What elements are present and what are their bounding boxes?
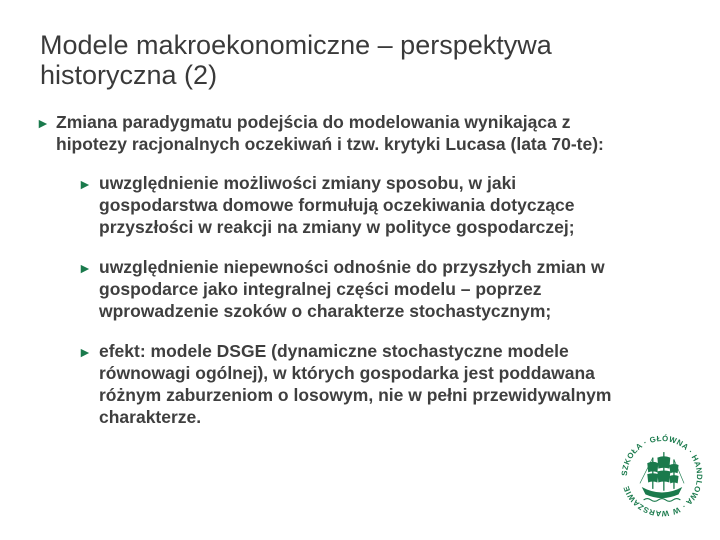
sub-bullet bbox=[78, 256, 688, 322]
slide-title-line: Modele makroekonomiczne – perspektywa bbox=[40, 30, 552, 60]
bullet-text bbox=[99, 340, 688, 428]
slide-title bbox=[40, 30, 680, 90]
right-triangle-icon: ► bbox=[78, 260, 92, 276]
bullet-line: uwzględnienie niepewności odnośnie do przyszłych zmian w bbox=[99, 257, 605, 277]
sgh-logo bbox=[616, 430, 708, 522]
sub-bullet bbox=[78, 172, 688, 238]
bullet-line: wprowadzenie szoków o charakterze stochastycznym; bbox=[99, 301, 552, 321]
bullet-line: uwzględnienie możliwości zmiany sposobu, w jaki bbox=[99, 173, 517, 193]
right-triangle-icon: ► bbox=[36, 115, 50, 131]
bullet-text bbox=[56, 111, 696, 155]
sub-bullet bbox=[78, 340, 688, 428]
sgh-ship-seal-icon bbox=[620, 434, 704, 518]
bullet-main bbox=[36, 111, 696, 155]
bullet-line: różnym zaburzeniom o losowym, nie w pełni przewidywalnym bbox=[99, 385, 612, 405]
right-triangle-icon: ► bbox=[78, 176, 92, 192]
bullet-line: hipotezy racjonalnych oczekiwań i tzw. krytyki Lucasa (lata 70-te): bbox=[56, 134, 604, 154]
bullet-line: gospodarstwa domowe formułują oczekiwania dotyczące bbox=[99, 195, 575, 215]
bullet-line: równowagi ogólnej), w których gospodarka jest poddawana bbox=[99, 363, 595, 383]
bullet-line: charakterze. bbox=[99, 407, 202, 427]
bullet-line: efekt: modele DSGE (dynamiczne stochastyczne modele bbox=[99, 341, 569, 361]
bullet-line: przyszłości w reakcji na zmiany w polityce gospodarczej; bbox=[99, 217, 575, 237]
logo-ring-text: SZKOŁA · GŁÓWNA · HANDLOWA · W WARSZAWIE bbox=[619, 433, 705, 519]
bullet-line: Zmiana paradygmatu podejścia do modelowania wynikająca z bbox=[56, 112, 571, 132]
bullet-line: gospodarce jako integralnej części modelu – poprzez bbox=[99, 279, 542, 299]
bullet-text bbox=[99, 256, 688, 322]
slide-title-line: historyczna (2) bbox=[40, 60, 218, 90]
right-triangle-icon: ► bbox=[78, 344, 92, 360]
bullet-text bbox=[99, 172, 688, 238]
